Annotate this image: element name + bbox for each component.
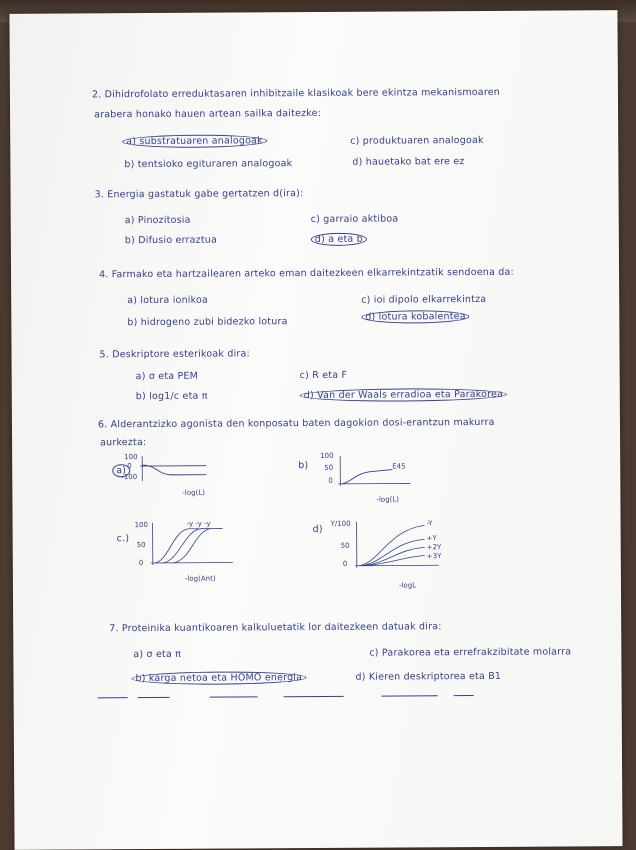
q5-option-a: a) σ eta PEM — [136, 371, 198, 382]
q2-option-b: b) tentsioko egituraren analogoak — [124, 158, 292, 170]
q4-title: 4. Farmako eta hartzailearen arteko eman daitezkeen elkarrekintzatik sendoena da: — [99, 267, 514, 281]
q3-option-d — [311, 234, 367, 245]
q3-option-b: b) Difusio erraztua — [125, 235, 217, 247]
q6-graph-d-tick-top: Y/100 — [330, 520, 351, 528]
q6-graph-a-label-text: a) — [112, 464, 130, 477]
q6-graph-a-tick-top: 100 — [124, 453, 137, 461]
q6-graph-c-curve-3 — [173, 529, 223, 563]
q4-option-a: a) lotura ionikoa — [127, 295, 208, 306]
q6-graph-d-annotation-1: -Y — [427, 519, 434, 527]
q4-option-d-text: d) lotura kobalentea — [361, 310, 470, 324]
q4-option-d — [361, 311, 470, 323]
separator-dash-2 — [138, 697, 170, 698]
q5-option-c: c) R eta F — [300, 370, 348, 381]
q6-graph-b-tick-top: 100 — [320, 452, 333, 460]
q6-graph-d-tick-mid: 50 — [341, 542, 350, 550]
q2-option-c: c) produktuaren analogoak — [350, 135, 484, 147]
q5-option-d — [300, 389, 507, 401]
q5-option-b: b) log1/c eta π — [136, 391, 208, 402]
q6-graph-b-curve — [342, 470, 392, 484]
separator-dash-5 — [382, 695, 438, 696]
q7-option-a: a) σ eta π — [133, 649, 181, 660]
q6-graph-b-tick-bottom: 0 — [328, 477, 333, 485]
q6-graph-c-curve-2 — [163, 529, 211, 563]
separator-dash-6 — [454, 695, 474, 696]
q6-graph-a-tick-mid: 0 — [127, 462, 132, 470]
q6-title-line2: aurkezta: — [100, 437, 146, 448]
q7-option-d: d) Kieren deskriptorea eta B1 — [355, 671, 501, 683]
separator-dash-3 — [210, 696, 258, 697]
q6-graph-b-annotation: E45 — [392, 462, 405, 470]
q6-graph-d-annotation-2: +Y — [427, 534, 438, 542]
q6-graph-a-tick-bottom: -100 — [121, 473, 137, 481]
q7-title: 7. Proteinika kuantikoaren kalkuluetatik lor daitezkeen datuak dira: — [109, 621, 441, 634]
q3-option-a: a) Pinozitosia — [125, 215, 191, 226]
q3-option-d-text: d) a eta b — [311, 233, 367, 246]
q3-option-c: c) garraio aktiboa — [311, 213, 399, 225]
q6-graph-c-tick-mid: 50 — [137, 541, 146, 549]
separator-dash-1 — [98, 697, 128, 698]
q6-graph-d-curve-4 — [365, 555, 425, 565]
q6-graph-c-label: c.) — [117, 533, 130, 544]
q6-graph-a — [122, 453, 232, 504]
q6-graph-d-tick-bottom: 0 — [343, 560, 348, 568]
q6-graph-c-tick-bottom: 0 — [139, 559, 144, 567]
q2-option-a-text: a) substratuaren analogoak — [122, 134, 267, 148]
q2-title-line1: 2. Dihidrofolato erreduktasaren inhibitzaile klasikoak bere ekintza mekanismoaren — [92, 87, 500, 100]
q6-graph-d-xlabel: -logL — [399, 581, 416, 589]
q6-graph-c — [133, 518, 253, 585]
q6-graph-b-tick-mid: 50 — [324, 464, 333, 472]
q4-option-b: b) hidrogeno zubi bidezko lotura — [127, 316, 287, 328]
q2-title-line2: arabera honako hauen artean sailka daitezke: — [94, 108, 321, 120]
q6-graph-d-annotation-4: +3Y — [427, 552, 442, 560]
q6-graph-c-xlabel: -log(Ant) — [185, 575, 216, 583]
q2-option-a — [122, 135, 267, 147]
q6-graph-b — [318, 451, 428, 508]
q6-graph-d-curve-1 — [359, 525, 425, 565]
q5-title: 5. Deskriptore esterikoak dira: — [100, 348, 250, 360]
q6-graph-c-annotation: -y -y -y — [187, 520, 211, 528]
q3-title: 3. Energia gastatuk gabe gertatzen d(ira): — [95, 188, 304, 200]
q6-graph-a-xlabel: -log(L) — [182, 489, 205, 497]
q2-option-d: d) hauetako bat ere ez — [352, 156, 464, 168]
q5-option-d-text: d) Van der Waals erradioa eta Parakorea — [300, 388, 507, 402]
q6-graph-d-curve-2 — [361, 539, 425, 565]
q6-title-line1: 6. Alderantzizko agonista den konposatu baten dagokion dosi-erantzun makurra — [98, 417, 495, 430]
q4-option-c: c) ioi dipolo elkarrekintza — [361, 294, 486, 306]
q7-option-b-text: b) karga netoa eta HOMO energia — [131, 671, 306, 685]
separator-dash-4 — [284, 696, 344, 697]
q6-graph-b-label: b) — [298, 460, 308, 471]
q6-graph-d-annotation-3: +2Y — [427, 543, 442, 551]
q7-option-b — [131, 672, 306, 684]
q7-option-c: c) Parakorea eta errefrakzibitate molarra — [369, 646, 571, 658]
exam-sheet — [9, 10, 622, 850]
q6-graph-c-tick-top: 100 — [135, 521, 148, 529]
q6-graph-b-xlabel: -log(L) — [376, 495, 399, 503]
q6-graph-d-label: d) — [313, 524, 323, 535]
q6-graph-d — [329, 515, 459, 592]
